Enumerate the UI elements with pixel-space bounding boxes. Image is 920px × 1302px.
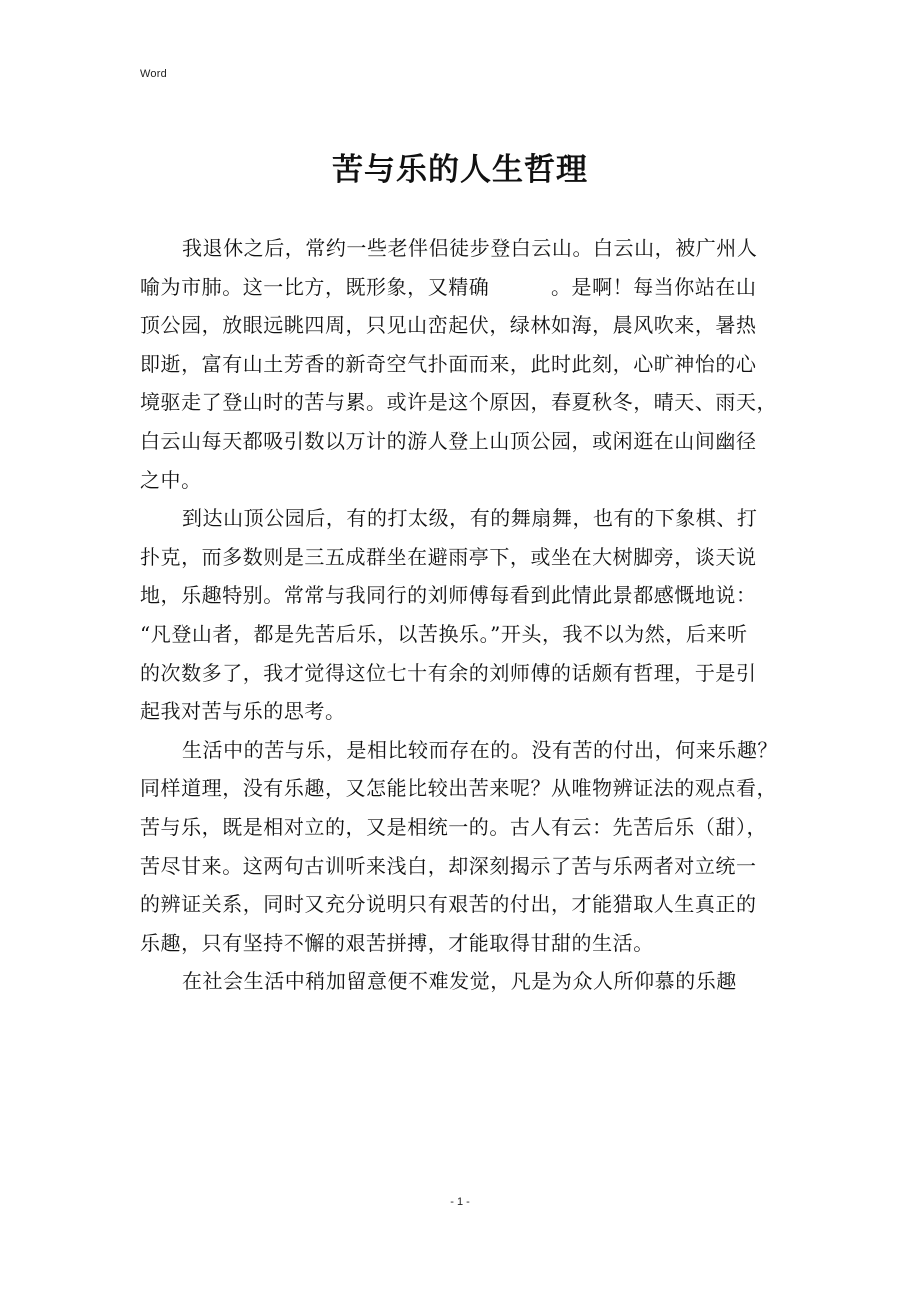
document-body [140,229,782,1001]
page-number: - 1 - [450,1196,470,1208]
paragraph-line: 生活中的苦与乐，是相比较而存在的。没有苦的付出，何来乐趣？ [182,737,778,762]
paragraph-line: 顶公园，放眼远眺四周，只见山峦起伏，绿林如海，晨风吹来，暑热 [140,313,757,338]
paragraph-3 [140,731,782,963]
paragraph-4 [140,962,782,1001]
paragraph-line: 到达山顶公园后，有的打太级，有的舞扇舞，也有的下象棋、打 [182,506,758,531]
paragraph-line: 即逝，富有山土芳香的新奇空气扑面而来，此时此刻，心旷神怡的心 [140,351,757,376]
paragraph-line: 我退休之后，常约一些老伴侣徒步登白云山。白云山，被广州人 [182,236,758,260]
paragraph-line: 乐趣，只有坚持不懈的艰苦拼搏，才能取得甘甜的生活。 [140,930,654,955]
paragraph-1 [140,229,782,499]
paragraph-line: 地，乐趣特别。常常与我同行的刘师傅每看到此情此景都感慨地说： [140,583,757,608]
paragraph-line: 喻为市肺。这一比方，既形象，又精确 。是啊！每当你站在山 [140,274,757,299]
paragraph-line: “凡登山者，都是先苦后乐，以苦换乐。”开头，我不以为然，后来听 [140,621,748,646]
paragraph-line: 之中。 [140,467,202,492]
paragraph-line: 苦与乐，既是相对立的，又是相统一的。古人有云：先苦后乐（甜）， [140,814,768,839]
paragraph-line: 在社会生活中稍加留意便不难发觉，凡是为众人所仰慕的乐趣 [182,969,737,994]
document-title: 苦与乐的人生哲理 [332,152,588,188]
paragraph-line: 扑克，而多数则是三五成群坐在避雨亭下，或坐在大树脚旁，谈天说 [140,544,757,569]
paragraph-line: 白云山每天都吸引数以万计的游人登上山顶公园，或闲逛在山间幽径 [140,428,757,453]
paragraph-line: 同样道理，没有乐趣，又怎能比较出苦来呢？从唯物辨证法的观点看， [140,776,778,801]
paragraph-line: 的次数多了，我才觉得这位七十有余的刘师傅的话颇有哲理，于是引 [140,660,757,685]
page-header-label: Word [140,68,167,80]
paragraph-line: 起我对苦与乐的思考。 [140,699,346,724]
paragraph-line: 的辨证关系，同时又充分说明只有艰苦的付出，才能猎取人生真正的 [140,892,757,917]
paragraph-line: 苦尽甘来。这两句古训听来浅白，却深刻揭示了苦与乐两者对立统一 [140,853,757,878]
paragraph-line: 境驱走了登山时的苦与累。或许是这个原因，春夏秋冬，晴天、雨天， [140,390,778,415]
paragraph-2 [140,499,782,731]
